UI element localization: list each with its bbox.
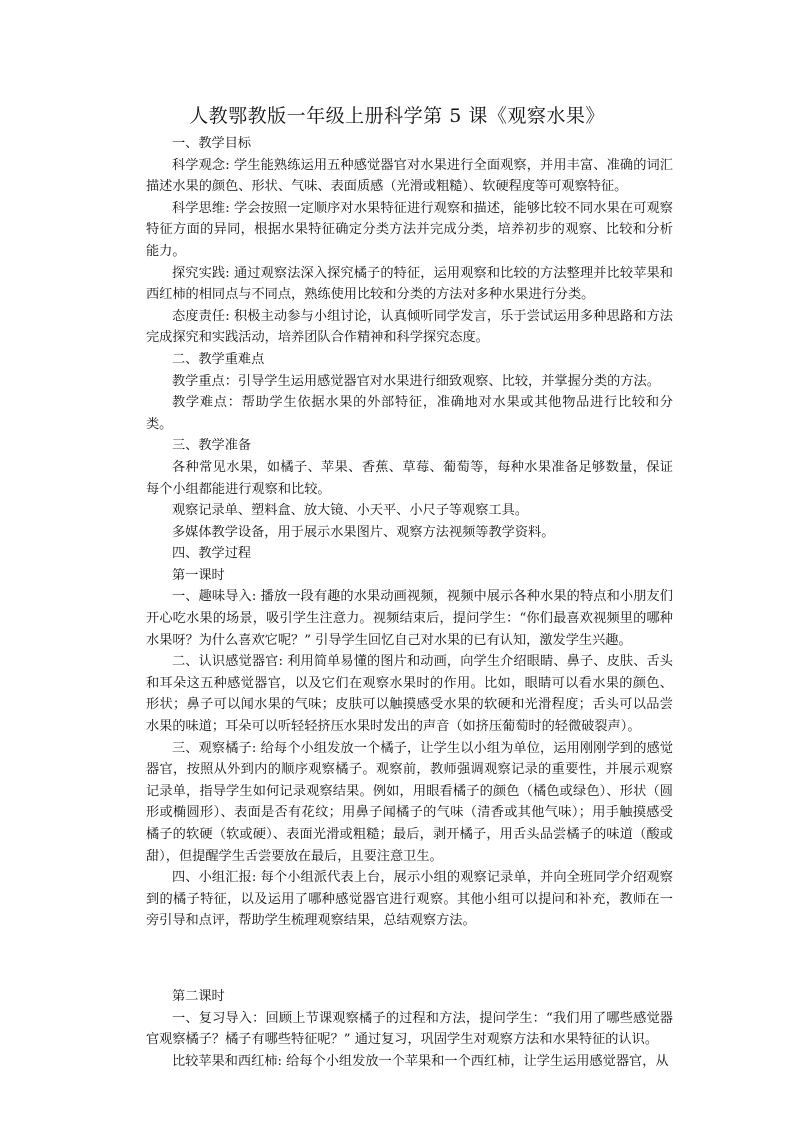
section-heading-process: 四、教学过程 [172,546,252,562]
blank-spacer [146,932,673,986]
paragraph-prep-tools: 观察记录单、塑料盒、放大镜、小天平、小尺子等观察工具。 [172,503,529,519]
document-title: 人教鄂教版一年级上册科学第 5 课《观察水果》 [189,105,605,127]
paragraph-key-point: 教学重点：引导学生运用感觉器官对水果进行细致观察、比较，并掌握分类的方法。 [172,373,660,389]
paragraph-attitude: 态度责任: 积极主动参与小组讨论，认真倾听同学发言，乐于尝试运用多种思路和方法完成探究和实践活动，培养团队合作精神和科学探究态度。 [146,308,673,346]
paragraph-observe-orange: 三、观察橘子: 给每个小组发放一个橘子，让学生以小组为单位，运用刚刚学到的感觉器官，按照从外到内的顺序观察橘子。观察前，教师强调观察记录的重要性，并展示观察记录单，指导学生如何记录观察结果。例如，用眼看橘子的颜色（橘色或绿色）、形状（圆形或椭圆形）、表面是否有花纹；用鼻子闻橘子的气味（清香或其他气味）；用手触摸感受橘子的软硬（软或硬）、表面光滑或粗糙；最后，剥开橘子，用舌头品尝橘子的味道（酸或甜），但提醒学生舌尝要放在最后，且要注意卫生。 [146,740,673,864]
paragraph-compare-apple-tomato: 比较苹果和西红柿: 给每个小组发放一个苹果和一个西红柿，让学生运用感觉器官，从 [172,1053,669,1069]
paragraph-sense-organs: 二、认识感觉器官: 利用简单易懂的图片和动画，向学生介绍眼睛、鼻子、皮肤、舌头和耳朵这五种感觉器官，以及它们在观察水果时的作用。比如，眼睛可以看水果的颜色、形状；鼻子可以闻水果的气味；皮肤可以触摸感受水果的软硬和光滑程度；舌头可以品尝水果的味道；耳朵可以听轻轻挤压水果时发出的声音（如挤压葡萄时的轻微破裂声）。 [146,654,673,735]
section-heading-preparation: 三、教学准备 [172,438,252,454]
paragraph-group-report: 四、小组汇报: 每个小组派代表上台，展示小组的观察记录单，并向全班同学介绍观察到的橘子特征，以及运用了哪种感觉器官进行观察。其他小组可以提问和补充，教师在一旁引导和点评，帮助学生梳理观察结果，总结观察方法。 [146,870,673,929]
paragraph-difficulty: 教学难点：帮助学生依据水果的外部特征，准确地对水果或其他物品进行比较和分类。 [146,395,673,432]
paragraph-science-thinking: 科学思维: 学会按照一定顺序对水果特征进行观察和描述，能够比较不同水果在可观察特征方面的异同，根据水果特征确定分类方法并完成分类，培养初步的观察、比较和分析能力。 [146,200,673,259]
lesson-heading-second: 第二课时 [172,988,225,1004]
section-heading-objectives: 一、教学目标 [172,136,252,151]
paragraph-fun-intro: 一、趣味导入: 播放一段有趣的水果动画视频，视频中展示各种水果的特点和小朋友们开心吃水果的场景，吸引学生注意力。视频结束后，提问学生：“你们最喜欢视频里的哪种水果呀？为什么喜欢它呢？” 引导学生回忆自己对水果的已有认知，激发学生兴趣。 [146,589,673,648]
lesson-heading-first: 第一课时 [172,567,225,583]
section-heading-key-points: 二、教学重难点 [172,351,265,367]
paragraph-review-intro: 一、复习导入：回顾上节课观察橘子的过程和方法，提问学生：“我们用了哪些感觉器官观察橘子？橘子有哪些特征呢？” 通过复习，巩固学生对观察方法和水果特征的认识。 [146,1010,673,1048]
paragraph-prep-media: 多媒体教学设备，用于展示水果图片、观察方法视频等教学资料。 [172,524,555,540]
paragraph-prep-fruits: 各种常见水果，如橘子、苹果、香蕉、草莓、葡萄等，每种水果准备足够数量，保证每个小组都能进行观察和比较。 [146,459,673,497]
paragraph-inquiry-practice: 探究实践: 通过观察法深入探究橘子的特征，运用观察和比较的方法整理并比较苹果和西红柿的相同点与不同点，熟练使用比较和分类的方法对多种水果进行分类。 [146,265,673,303]
document-body [146,133,673,1072]
paragraph-science-concept: 科学观念: 学生能熟练运用五种感觉器官对水果进行全面观察，并用丰富、准确的词汇描述水果的颜色、形状、气味、表面质感（光滑或粗糙）、软硬程度等可观察特征。 [146,157,673,195]
